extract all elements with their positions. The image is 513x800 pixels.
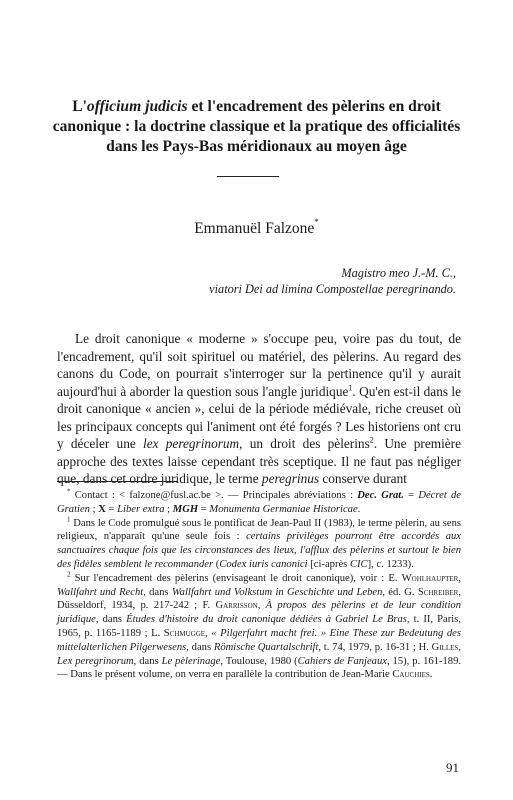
- footnote-1: $^1$ Dans le Code promulgué sous le pontificat de Jean-Paul II (1983), le terme pèlerin, au sens religieux, n'apparaît qu'une seule fois : certains privilèges pourront être accordés aux sanctuaires chaque fois que les circonstances des lieux, l'afflux des pèlerins et surtout le bien des fidèles semblent le recommander (Codex iuris canonici [ci-après CIC], c. 1233).: [57, 515, 461, 570]
- author: [0, 217, 513, 238]
- article-title: [40, 97, 473, 157]
- title-divider: [217, 176, 279, 177]
- author-name: Emmanuël Falzone: [194, 220, 315, 237]
- footnote-star: * Contact : < falzone@fusl.ac.be >. — Principales abréviations : Dec. Grat. = Décret de Gratien ; X = Liber extra ; MGH = Monumenta Germaniae Historicae.: [57, 487, 461, 515]
- footnote-divider: [57, 481, 177, 482]
- title-rest: et l'encadrement des pèlerins en droit canonique : la doctrine classique et la pratique des officialités dans les Pays-Bas méridionaux au moyen âge: [52, 98, 461, 155]
- dedication-line-2: viatori Dei ad limina Compostellae peregrinando.: [209, 282, 456, 296]
- footnotes: [57, 489, 461, 682]
- title-italic: officium judicis: [86, 98, 188, 115]
- dedication: [136, 265, 456, 297]
- title-prefix: L': [72, 98, 87, 115]
- footnote-2: $^2$ Sur l'encadrement des pèlerins (envisageant le droit canonique), voir : E. Wohlhaupter, Wallfahrt und Recht, dans Wallfahrt und Volkstum in Geschichte und Leben, éd. G. Schreiber, Düsseldorf, 1934, p. 217-242 ; F. Garrisson, À propos des pèlerins et de leur condition juridique, dans Études d'histoire du droit canonique dédiées à Gabriel Le Bras, t. II, Paris, 1965, p. 1165-1189 ; L. Schmugge, « Pilgerfahrt macht frei. » Eine These zur Bedeutung des mittelalterlichen Pilgerwesens, dans Römische Quartalschrift, t. 74, 1979, p. 16-31 ; H. Gilles, Lex peregrinorum, dans Le pèlerinage, Toulouse, 1980 (Cahiers de Fanjeaux, 15), p. 161-189. — Dans le présent volume, on verra en parallèle la contribution de Jean-Marie Cauchies.: [57, 570, 462, 681]
- footnote-ref-2: 2: [369, 435, 374, 445]
- page-number: 91: [446, 760, 459, 775]
- body-paragraph: Le droit canonique « moderne » s'occupe peu, voire pas du tout, de l'encadrement, qu'il soit spirituel ou matériel, des pèlerins. Au regard des canons du Code, on pourrait s'interroger sur la pertinence qu'il y aurait aujourd'hui à aborder la question sous l'angle juridique$^1$. Qu'en est-il dans le droit canonique « ancien », celui de la période médiévale, riche creuset où les principaux concepts qui l'animent ont été forgés ? Les historiens ont cru y déceler une lex peregrinorum, un droit des pèlerins$^2$. Une première approche des textes laisse cependant très sceptique. Il ne faut pas négliger que, dans cet ordre juridique, le terme peregrinus conserve durant: [57, 331, 461, 486]
- body-text: [57, 330, 461, 488]
- author-footnote-marker: *: [314, 217, 319, 227]
- footnote-ref-1: 1: [348, 383, 353, 393]
- dedication-line-1: Magistro meo J.-M. C.,: [341, 266, 456, 280]
